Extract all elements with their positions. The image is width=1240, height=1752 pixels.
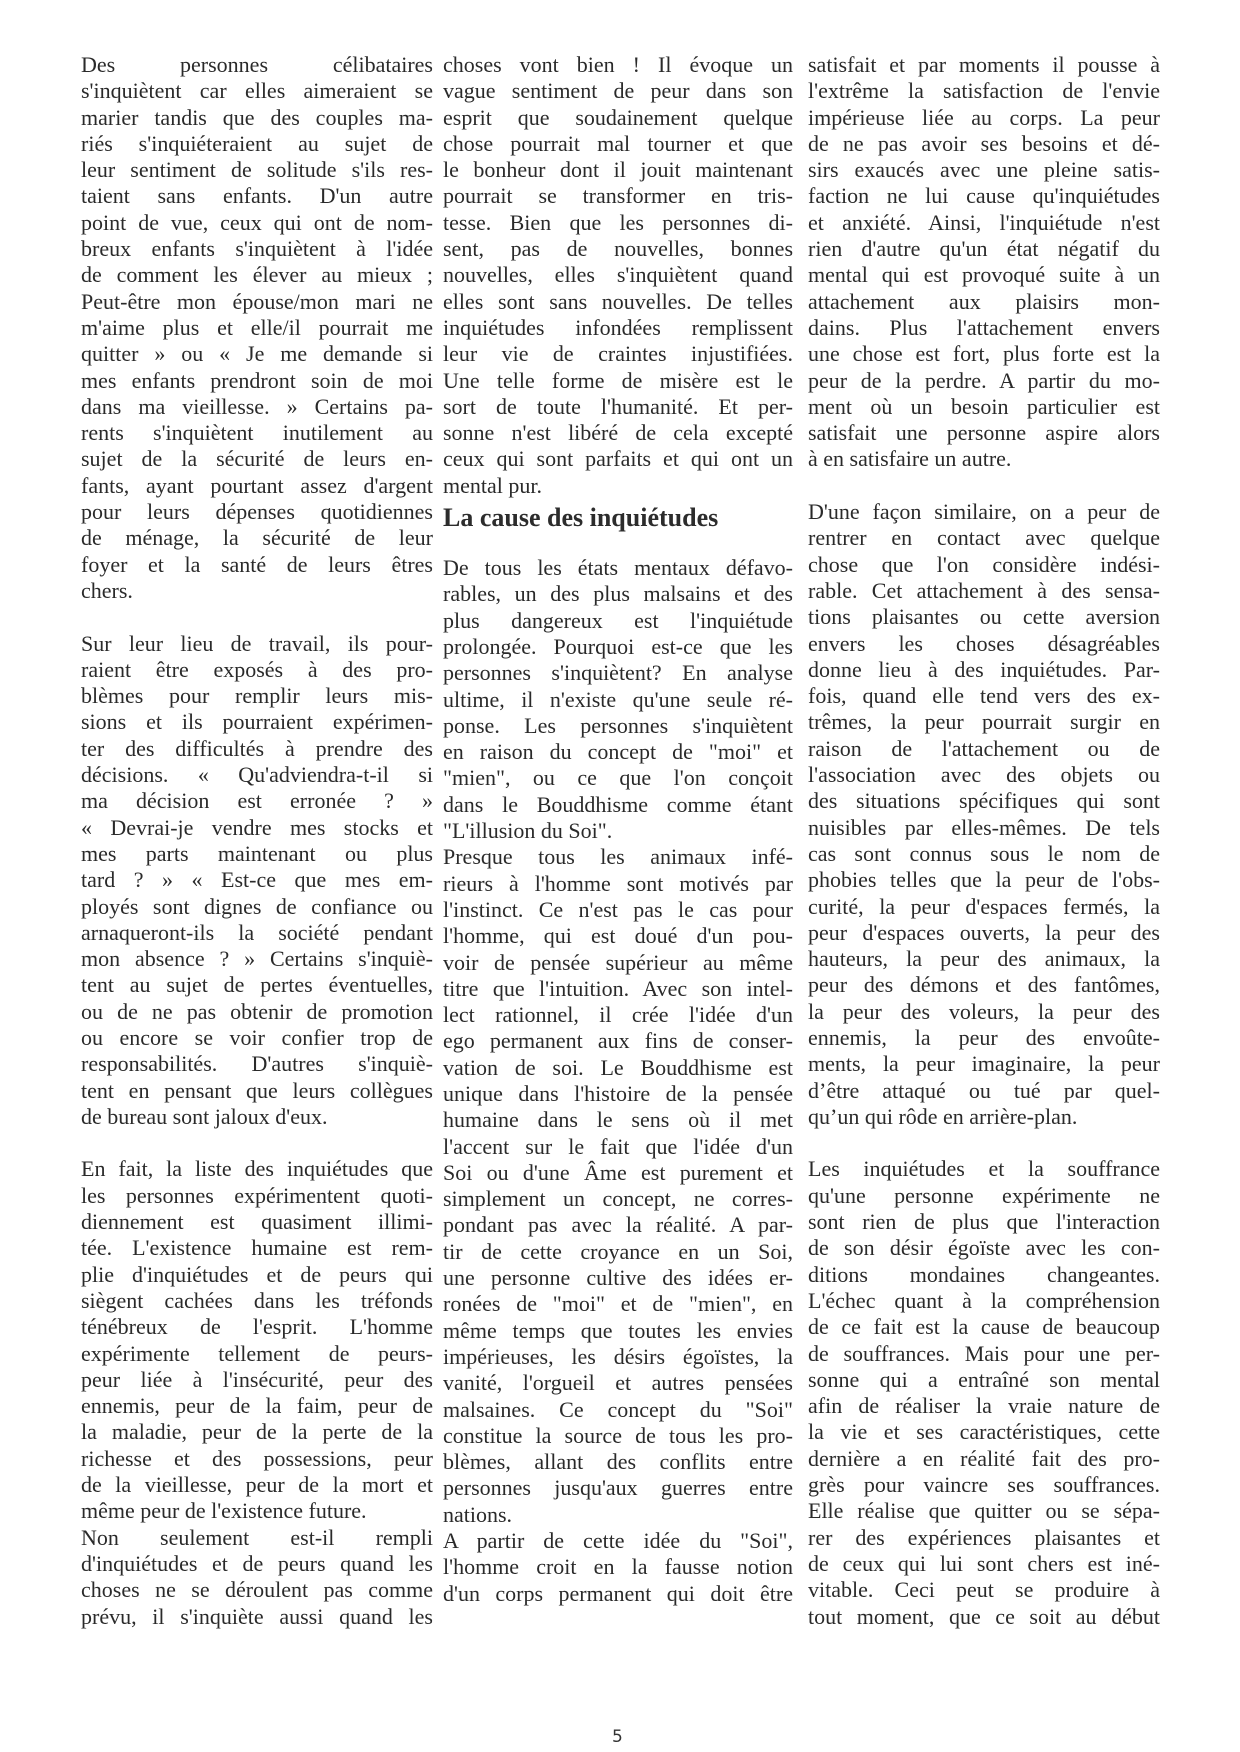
text-line: peur des démons et des fantômes, xyxy=(808,972,1160,998)
text-line: vitable. Ceci peut se produire à xyxy=(808,1577,1160,1603)
text-line: blèmes pour remplir leurs mis- xyxy=(81,683,433,709)
text-line: De tous les états mentaux défavo- xyxy=(443,555,793,581)
text-line: tent au sujet de pertes éventuelles, xyxy=(81,972,433,998)
text-line: dans le Bouddhisme comme étant xyxy=(443,791,793,817)
text-line: Presque tous les animaux infé- xyxy=(443,844,793,870)
text-line: Soi ou d'une Âme est purement et xyxy=(443,1159,793,1185)
paragraph xyxy=(808,52,1160,473)
text-line: Des personnes célibataires xyxy=(81,52,433,77)
paragraph xyxy=(443,52,793,499)
text-line: mon absence ? » Certains s'inquiè- xyxy=(81,946,433,972)
text-line: pondant pas avec la réalité. A par- xyxy=(443,1212,793,1238)
text-line: la peur des voleurs, la peur des xyxy=(808,998,1160,1024)
text-line: mental pur. xyxy=(443,472,542,498)
text-line: sonne qui a entraîné son mental xyxy=(808,1366,1160,1392)
text-line: faction ne lui cause qu'inquiétudes xyxy=(808,183,1160,209)
text-line: ployés sont dignes de confiance ou xyxy=(81,893,433,919)
text-line: breux enfants s'inquiètent à l'idée xyxy=(81,236,433,262)
text-line: donne lieu à des inquiétudes. Par- xyxy=(808,656,1160,682)
text-line: satisfait une personne aspire alors xyxy=(808,420,1160,446)
text-line: blèmes, allant des conflits entre xyxy=(443,1449,793,1475)
text-line: l'accent sur le fait que l'idée d'un xyxy=(443,1133,793,1159)
text-line: chose pourrait mal tourner et que xyxy=(443,130,793,156)
text-line: choses vont bien ! Il évoque un xyxy=(443,52,793,77)
text-line: ter des difficultés à prendre des xyxy=(81,735,433,761)
paragraph-spacer xyxy=(808,473,1160,499)
text-line: A partir de cette idée du "Soi", xyxy=(443,1528,793,1554)
text-line: vation de soi. Le Bouddhisme est xyxy=(443,1054,793,1080)
text-line: mes enfants prendront soin de moi xyxy=(81,367,433,393)
text-line: plie d'inquiétudes et de peurs qui xyxy=(81,1261,433,1287)
text-line: constitue la source de tous les pro- xyxy=(443,1422,793,1448)
text-line: sort de toute l'humanité. Et per- xyxy=(443,393,793,419)
text-line: d'inquiétudes et de peurs quand les xyxy=(81,1550,433,1576)
text-line: peur d'espaces ouverts, la peur des xyxy=(808,919,1160,945)
page-number: 5 xyxy=(612,1727,623,1747)
paragraph xyxy=(808,499,1160,1130)
text-line: rents s'inquiètent inutilement au xyxy=(81,420,433,446)
text-line: sont rien de plus que l'interaction xyxy=(808,1209,1160,1235)
text-column-right xyxy=(808,52,1160,1630)
text-line: leur vie de craintes injustifiées. xyxy=(443,341,793,367)
text-line: elles sont sans nouvelles. De telles xyxy=(443,288,793,314)
paragraph-spacer xyxy=(808,1130,1160,1156)
text-line: unique dans l'histoire de la pensée xyxy=(443,1080,793,1106)
text-line: curité, la peur d'espaces fermés, la xyxy=(808,893,1160,919)
text-line: tout moment, que ce soit au début xyxy=(808,1603,1160,1629)
text-line: l'extrême la satisfaction de l'envie xyxy=(808,78,1160,104)
text-line: des situations spécifiques qui sont xyxy=(808,788,1160,814)
text-line: l'homme, qui est doué d'un pou- xyxy=(443,923,793,949)
text-line: fants, ayant pourtant assez d'argent xyxy=(81,472,433,498)
text-line: simplement un concept, ne corres- xyxy=(443,1186,793,1212)
text-line: lect rationnel, il crée l'idée d'un xyxy=(443,1002,793,1028)
text-line: pour leurs dépenses quotidiennes xyxy=(81,499,433,525)
text-line: ma décision est erronée ? » xyxy=(81,788,433,814)
text-line: une chose est fort, plus forte est la xyxy=(808,341,1160,367)
text-line: responsabilités. D'autres s'inquiè- xyxy=(81,1051,433,1077)
text-line: personnes jusqu'aux guerres entre xyxy=(443,1475,793,1501)
text-line: Les inquiétudes et la souffrance xyxy=(808,1156,1160,1182)
text-line: malsaines. Ce concept du "Soi" xyxy=(443,1396,793,1422)
text-line: En fait, la liste des inquiétudes que xyxy=(81,1156,433,1182)
text-line: de ménage, la sécurité de leur xyxy=(81,525,433,551)
text-line: mes parts maintenant ou plus xyxy=(81,840,433,866)
text-line: l'homme croit en la fausse notion xyxy=(443,1554,793,1580)
text-line: de souffrances. Mais pour une per- xyxy=(808,1340,1160,1366)
section-heading: La cause des inquiétudes xyxy=(443,503,719,533)
paragraph xyxy=(81,1156,433,1524)
text-line: ceux qui sont parfaits et qui ont un xyxy=(443,446,793,472)
text-line: ments, la peur imaginaire, la peur xyxy=(808,1051,1160,1077)
text-line: peur de la perdre. A partir du mo- xyxy=(808,367,1160,393)
text-line: afin de réaliser la vraie nature de xyxy=(808,1393,1160,1419)
text-line: taient sans enfants. D'un autre xyxy=(81,183,433,209)
text-line: arnaqueront-ils la société pendant xyxy=(81,919,433,945)
text-line: tions plaisantes ou cette aversion xyxy=(808,604,1160,630)
text-line: "L'illusion du Soi". xyxy=(443,818,613,844)
spacer xyxy=(443,533,793,555)
text-line: grès pour vaincre ses souffrances. xyxy=(808,1472,1160,1498)
text-line: marier tandis que des couples ma- xyxy=(81,104,433,130)
paragraph xyxy=(443,555,793,844)
text-line: nuisibles par elles-mêmes. De tels xyxy=(808,814,1160,840)
text-column-middle xyxy=(443,52,793,1607)
text-line: sions et ils pourraient expérimen- xyxy=(81,709,433,735)
text-line: même temps que toutes les envies xyxy=(443,1317,793,1343)
text-line: « Devrai-je vendre mes stocks et xyxy=(81,814,433,840)
text-line: Une telle forme de misère est le xyxy=(443,367,793,393)
text-line: ou encore se voir confier trop de xyxy=(81,1024,433,1050)
text-line: chose que l'on considère indési- xyxy=(808,551,1160,577)
paragraph-spacer xyxy=(81,604,433,630)
text-line: décisions. « Qu'adviendra-t-il si xyxy=(81,762,433,788)
text-line: esprit que soudainement quelque xyxy=(443,104,793,130)
text-line: une personne cultive des idées er- xyxy=(443,1265,793,1291)
text-line: ego permanent aux fins de conser- xyxy=(443,1028,793,1054)
text-line: sonne n'est libéré de cela excepté xyxy=(443,420,793,446)
text-line: nations. xyxy=(443,1501,513,1527)
text-line: ténébreux de l'esprit. L'homme xyxy=(81,1314,433,1340)
text-line: envers les choses désagréables xyxy=(808,630,1160,656)
text-line: phobies telles que la peur de l'obs- xyxy=(808,867,1160,893)
text-line: cas sont connus sous le nom de xyxy=(808,840,1160,866)
text-line: D'une façon similaire, on a peur de xyxy=(808,499,1160,525)
text-line: la maladie, peur de la perte de la xyxy=(81,1419,433,1445)
text-line: sent, pas de nouvelles, bonnes xyxy=(443,236,793,262)
text-line: les personnes expérimentent quoti- xyxy=(81,1182,433,1208)
paragraph xyxy=(808,1156,1160,1629)
text-line: point de vue, ceux qui ont de nom- xyxy=(81,209,433,235)
text-line: foyer et la santé de leurs êtres xyxy=(81,551,433,577)
text-line: vanité, l'orgueil et autres pensées xyxy=(443,1370,793,1396)
text-line: l'instinct. Ce n'est pas le cas pour xyxy=(443,896,793,922)
text-line: de ceux qui lui sont chers est iné- xyxy=(808,1550,1160,1576)
text-line: L'échec quant à la compréhension xyxy=(808,1287,1160,1313)
text-line: ditions mondaines changeantes. xyxy=(808,1261,1160,1287)
text-line: "mien", ou ce que l'on conçoit xyxy=(443,765,793,791)
text-line: d'un corps permanent qui doit être xyxy=(443,1580,793,1606)
text-line: raison de l'attachement ou de xyxy=(808,735,1160,761)
text-line: nouvelles, elles s'inquiètent quand xyxy=(443,262,793,288)
text-line: tard ? » « Est-ce que mes em- xyxy=(81,867,433,893)
text-line: siègent cachées dans les tréfonds xyxy=(81,1287,433,1313)
text-line: ennemis, la peur des envoûte- xyxy=(808,1024,1160,1050)
text-line: attachement aux plaisirs mon- xyxy=(808,288,1160,314)
text-line: rien d'autre qu'un état négatif du xyxy=(808,236,1160,262)
text-line: expérimente tellement de peurs- xyxy=(81,1340,433,1366)
text-line: de ne pas avoir ses besoins et dé- xyxy=(808,130,1160,156)
text-line: rable. Cet attachement à des sensa- xyxy=(808,577,1160,603)
text-column-left xyxy=(81,52,433,1630)
text-line: et anxiété. Ainsi, l'inquiétude n'est xyxy=(808,209,1160,235)
text-line: sirs exaucés avec une pleine satis- xyxy=(808,157,1160,183)
text-line: de la vieillesse, peur de la mort et xyxy=(81,1472,433,1498)
text-line: dains. Plus l'attachement envers xyxy=(808,314,1160,340)
text-line: impérieuse liée au corps. La peur xyxy=(808,104,1160,130)
text-line: même peur de l'existence future. xyxy=(81,1498,367,1524)
text-line: hauteurs, la peur des animaux, la xyxy=(808,946,1160,972)
paragraph xyxy=(443,1528,793,1607)
text-line: ment où un besoin particulier est xyxy=(808,393,1160,419)
text-line: dans ma vieillesse. » Certains pa- xyxy=(81,393,433,419)
text-line: de ce fait est la cause de beaucoup xyxy=(808,1314,1160,1340)
text-line: Peut-être mon épouse/mon mari ne xyxy=(81,288,433,314)
paragraph-spacer xyxy=(81,1130,433,1156)
text-line: prolongée. Pourquoi est-ce que les xyxy=(443,633,793,659)
paragraph xyxy=(81,52,433,604)
text-line: trêmes, la peur pourrait surgir en xyxy=(808,709,1160,735)
text-line: humaine dans le sens où il met xyxy=(443,1107,793,1133)
text-line: Non seulement est-il rempli xyxy=(81,1524,433,1550)
text-line: riés s'inquiéteraient au sujet de xyxy=(81,130,433,156)
text-line: Elle réalise que quitter ou se sépa- xyxy=(808,1498,1160,1524)
text-line: richesse et des possessions, peur xyxy=(81,1445,433,1471)
text-line: tesse. Bien que les personnes di- xyxy=(443,209,793,235)
text-line: à en satisfaire un autre. xyxy=(808,446,1012,472)
text-line: rentrer en contact avec quelque xyxy=(808,525,1160,551)
text-line: impérieuses, les désirs égoïstes, la xyxy=(443,1343,793,1369)
text-line: ennemis, peur de la faim, peur de xyxy=(81,1393,433,1419)
text-line: fois, quand elle tend vers des ex- xyxy=(808,683,1160,709)
text-line: choses ne se déroulent pas comme xyxy=(81,1577,433,1603)
text-line: tir de cette croyance en un Soi, xyxy=(443,1238,793,1264)
text-line: vague sentiment de peur dans son xyxy=(443,78,793,104)
text-line: de son désir égoïste avec les con- xyxy=(808,1235,1160,1261)
text-line: prévu, il s'inquiète aussi quand les xyxy=(81,1603,433,1629)
text-line: chers. xyxy=(81,577,133,603)
text-line: ponse. Les personnes s'inquiètent xyxy=(443,712,793,738)
text-line: diennement est quasiment illimi- xyxy=(81,1209,433,1235)
text-line: en raison du concept de "moi" et xyxy=(443,739,793,765)
paragraph xyxy=(443,844,793,1528)
paragraph xyxy=(81,1525,433,1630)
text-line: satisfait et par moments il pousse à xyxy=(808,52,1160,77)
text-line: dernière a en réalité fait des pro- xyxy=(808,1445,1160,1471)
text-line: ultime, il n'existe qu'une seule ré- xyxy=(443,686,793,712)
text-line: sujet de la sécurité de leurs en- xyxy=(81,446,433,472)
text-line: rer des expériences plaisantes et xyxy=(808,1524,1160,1550)
text-line: tée. L'existence humaine est rem- xyxy=(81,1235,433,1261)
text-line: ou de ne pas obtenir de promotion xyxy=(81,998,433,1024)
text-line: d’être attaqué ou tué par quel- xyxy=(808,1077,1160,1103)
text-line: qu’un qui rôde en arrière-plan. xyxy=(808,1103,1078,1129)
text-line: leur sentiment de solitude s'ils res- xyxy=(81,157,433,183)
text-line: peur liée à l'insécurité, peur des xyxy=(81,1366,433,1392)
text-line: pourrait se transformer en tris- xyxy=(443,183,793,209)
text-line: le bonheur dont il jouit maintenant xyxy=(443,157,793,183)
text-line: plus dangereux est l'inquiétude xyxy=(443,607,793,633)
text-line: rables, un des plus malsains et des xyxy=(443,581,793,607)
text-line: inquiétudes infondées remplissent xyxy=(443,314,793,340)
text-line: quitter » ou « Je me demande si xyxy=(81,341,433,367)
text-line: m'aime plus et elle/il pourrait me xyxy=(81,314,433,340)
text-line: titre que l'intuition. Avec son intel- xyxy=(443,975,793,1001)
text-line: mental qui est provoqué suite à un xyxy=(808,262,1160,288)
text-line: de comment les élever au mieux ; xyxy=(81,262,433,288)
text-line: qu'une personne expérimente ne xyxy=(808,1182,1160,1208)
text-line: raient être exposés à des pro- xyxy=(81,656,433,682)
text-line: la vie et ses caractéristiques, cette xyxy=(808,1419,1160,1445)
text-line: de bureau sont jaloux d'eux. xyxy=(81,1103,328,1129)
text-line: ronées de "moi" et de "mien", en xyxy=(443,1291,793,1317)
paragraph xyxy=(81,631,433,1131)
text-line: voir de pensée supérieur au même xyxy=(443,949,793,975)
text-line: Sur leur lieu de travail, ils pour- xyxy=(81,630,433,656)
text-line: l'association avec des objets ou xyxy=(808,762,1160,788)
text-line: tent en pensant que leurs collègues xyxy=(81,1077,433,1103)
text-line: rieurs à l'homme sont motivés par xyxy=(443,870,793,896)
text-line: personnes s'inquiètent? En analyse xyxy=(443,660,793,686)
text-line: s'inquiètent car elles aimeraient se xyxy=(81,78,433,104)
